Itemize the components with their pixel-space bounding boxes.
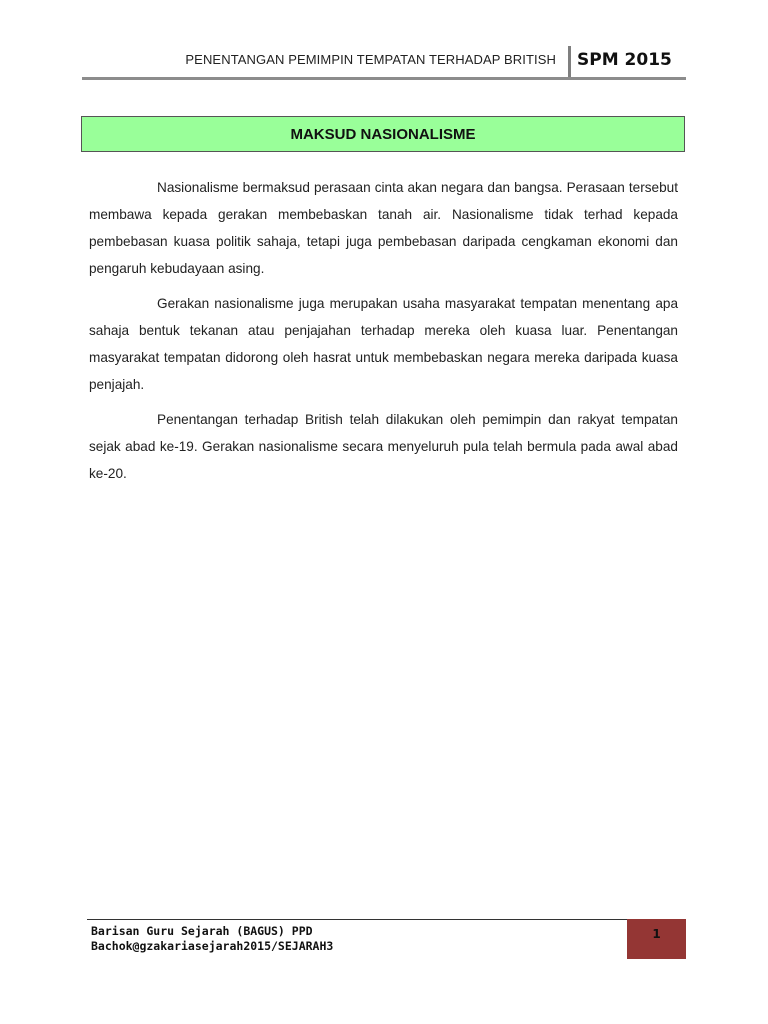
header-year-label: SPM 2015 bbox=[577, 50, 672, 70]
section-heading-box bbox=[81, 116, 685, 152]
paragraph: Gerakan nasionalisme juga merupakan usaha masyarakat tempatan menentang apa sahaja bentuk tekanan atau penjajahan terhadap mereka oleh kuasa luar. Penentangan masyarakat tempatan didorong oleh hasrat untuk membebaskan negara mereka daripada kuasa penjajah. bbox=[89, 296, 678, 392]
footer-rule bbox=[87, 919, 627, 920]
paragraph: Penentangan terhadap British telah dilakukan oleh pemimpin dan rakyat tempatan sejak abad ke-19. Gerakan nasionalisme secara menyeluruh pula telah bermula pada awal abad ke-20. bbox=[89, 412, 678, 481]
paragraph: Nasionalisme bermaksud perasaan cinta akan negara dan bangsa. Perasaan tersebut membawa kepada gerakan membebaskan tanah air. Nasionalisme tidak terhad kepada pembebasan kuasa politik sahaja, tetapi juga pembebasan daripada cengkaman ekonomi dan pengaruh kebudayaan asing. bbox=[89, 180, 678, 276]
page-number: 1 bbox=[652, 927, 661, 941]
page-number-box bbox=[627, 919, 686, 959]
header-rule bbox=[82, 77, 686, 80]
footer-line-2: Bachok@gzakariasejarah2015/SEJARAH3 bbox=[91, 939, 334, 953]
header-title: PENENTANGAN PEMIMPIN TEMPATAN TERHADAP BRITISH bbox=[185, 52, 556, 67]
header-divider bbox=[568, 46, 571, 78]
section-heading: MAKSUD NASIONALISME bbox=[290, 125, 476, 143]
page-footer bbox=[91, 924, 333, 954]
body-text bbox=[89, 174, 678, 495]
page-header bbox=[82, 46, 686, 80]
footer-line-1: Barisan Guru Sejarah (BAGUS) PPD bbox=[91, 924, 313, 938]
